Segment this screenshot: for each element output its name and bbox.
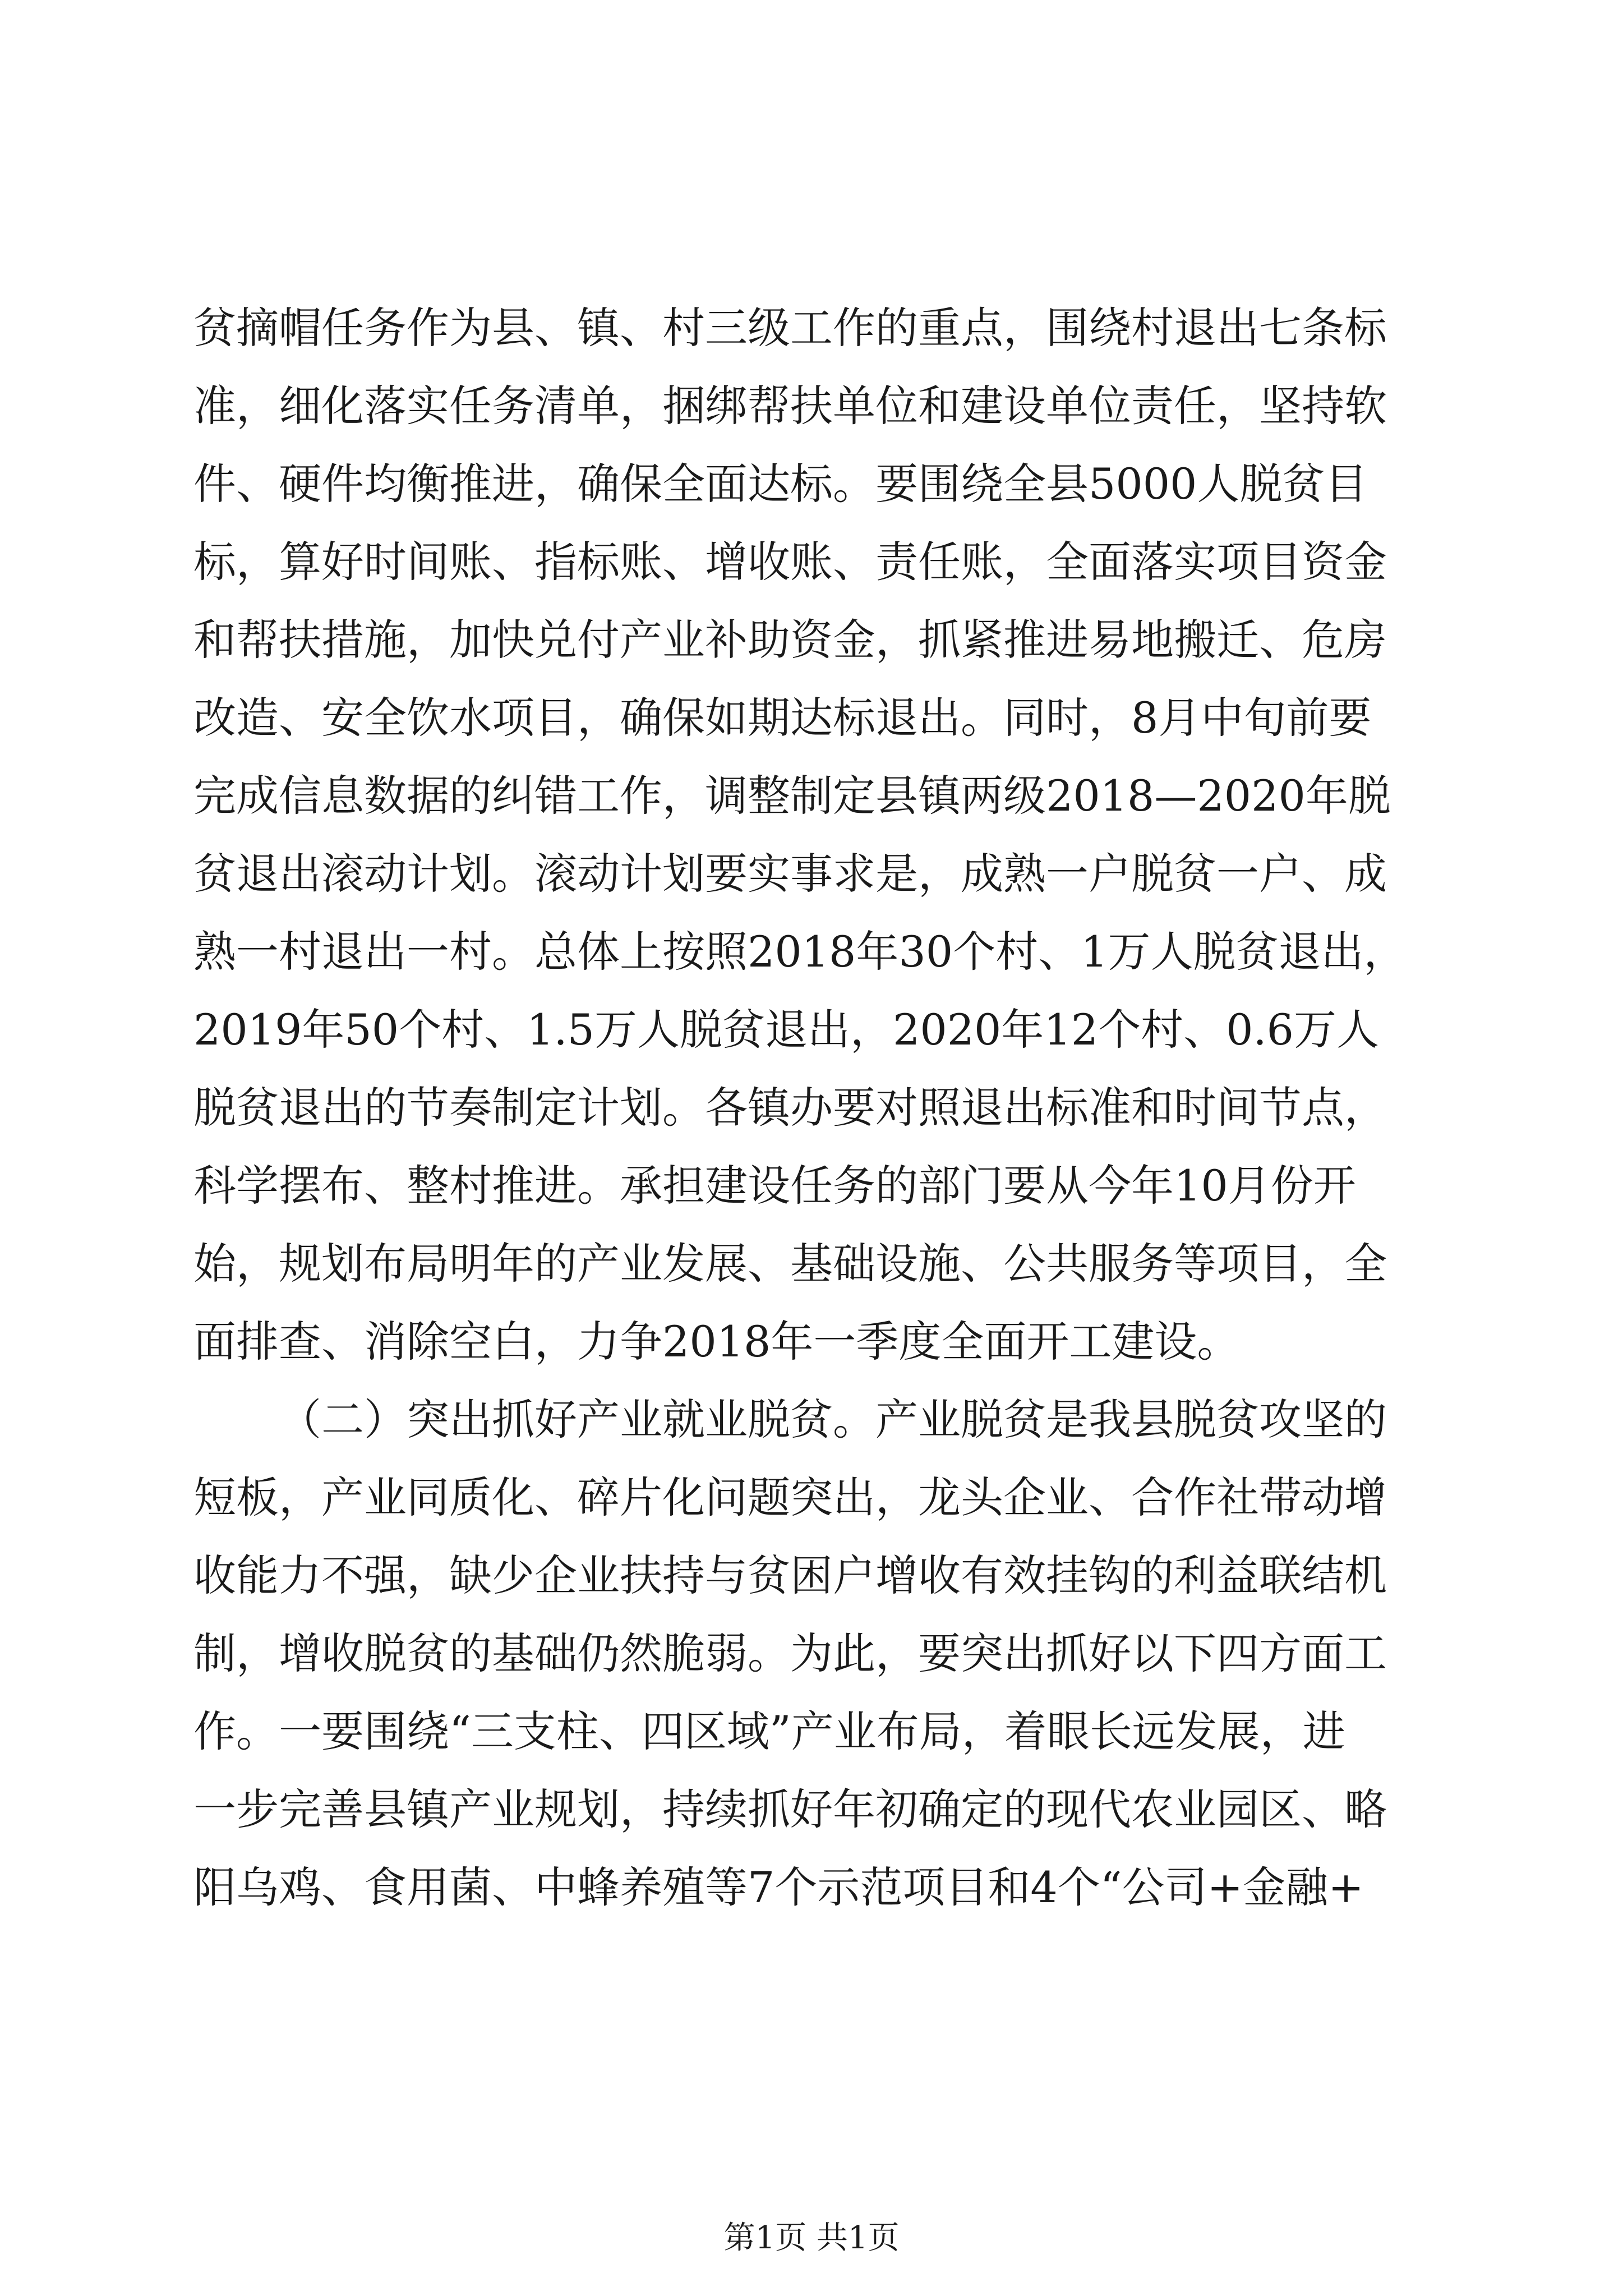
- body-text: [193, 289, 1433, 1926]
- text-line: 收能力不强，缺少企业扶持与贫困户增收有效挂钩的利益联结机: [193, 1550, 1387, 1600]
- text-line: 贫退出滚动计划。滚动计划要实事求是，成熟一户脱贫一户、成: [193, 849, 1387, 899]
- text-line: 制，增收脱贫的基础仍然脆弱。为此，要突出抓好以下四方面工: [193, 1628, 1387, 1678]
- text-line: 面排查、消除空白，力争2018年一季度全面开工建设。: [193, 1317, 1240, 1366]
- text-line: 和帮扶措施，加快兑付产业补助资金，抓紧推进易地搬迁、危房: [193, 615, 1387, 665]
- text-line: 脱贫退出的节奏制定计划。各镇办要对照退出标准和时间节点，: [193, 1083, 1387, 1133]
- text-line: 短板，产业同质化、碎片化问题突出，龙头企业、合作社带动增: [193, 1473, 1387, 1522]
- text-line: 完成信息数据的纠错工作，调整制定县镇两级2018—2020年脱: [193, 771, 1391, 821]
- text-line: 2019年50个村、1.5万人脱贫退出，2020年12个村、0.6万人: [193, 1005, 1379, 1055]
- text-line: 改造、安全饮水项目，确保如期达标退出。同时，8月中旬前要: [193, 693, 1372, 743]
- section-heading-line: （二）突出抓好产业就业脱贫。产业脱贫是我县脱贫攻坚的: [279, 1395, 1387, 1444]
- text-line: 一步完善县镇产业规划，持续抓好年初确定的现代农业园区、略: [193, 1784, 1387, 1834]
- text-line: 标，算好时间账、指标账、增收账、责任账，全面落实项目资金: [193, 537, 1387, 587]
- text-line: 贫摘帽任务作为县、镇、村三级工作的重点，围绕村退出七条标: [193, 303, 1387, 353]
- text-line: 件、硬件均衡推进，确保全面达标。要围绕全县5000人脱贫目: [193, 459, 1368, 509]
- text-line: 作。一要围绕“三支柱、四区域”产业布局，着眼长远发展，进: [193, 1706, 1345, 1756]
- text-line: 阳乌鸡、食用菌、中蜂养殖等7个示范项目和4个“公司+金融+: [193, 1862, 1364, 1912]
- text-line: 科学摆布、整村推进。承担建设任务的部门要从今年10月份开: [193, 1161, 1356, 1211]
- text-line: 始，规划布局明年的产业发展、基础设施、公共服务等项目，全: [193, 1239, 1387, 1289]
- page-footer: 第1页 共1页: [723, 2220, 900, 2256]
- text-line: 准，细化落实任务清单，捆绑帮扶单位和建设单位责任，坚持软: [193, 381, 1387, 431]
- text-line: 熟一村退出一村。总体上按照2018年30个村、1万人脱贫退出，: [193, 927, 1407, 977]
